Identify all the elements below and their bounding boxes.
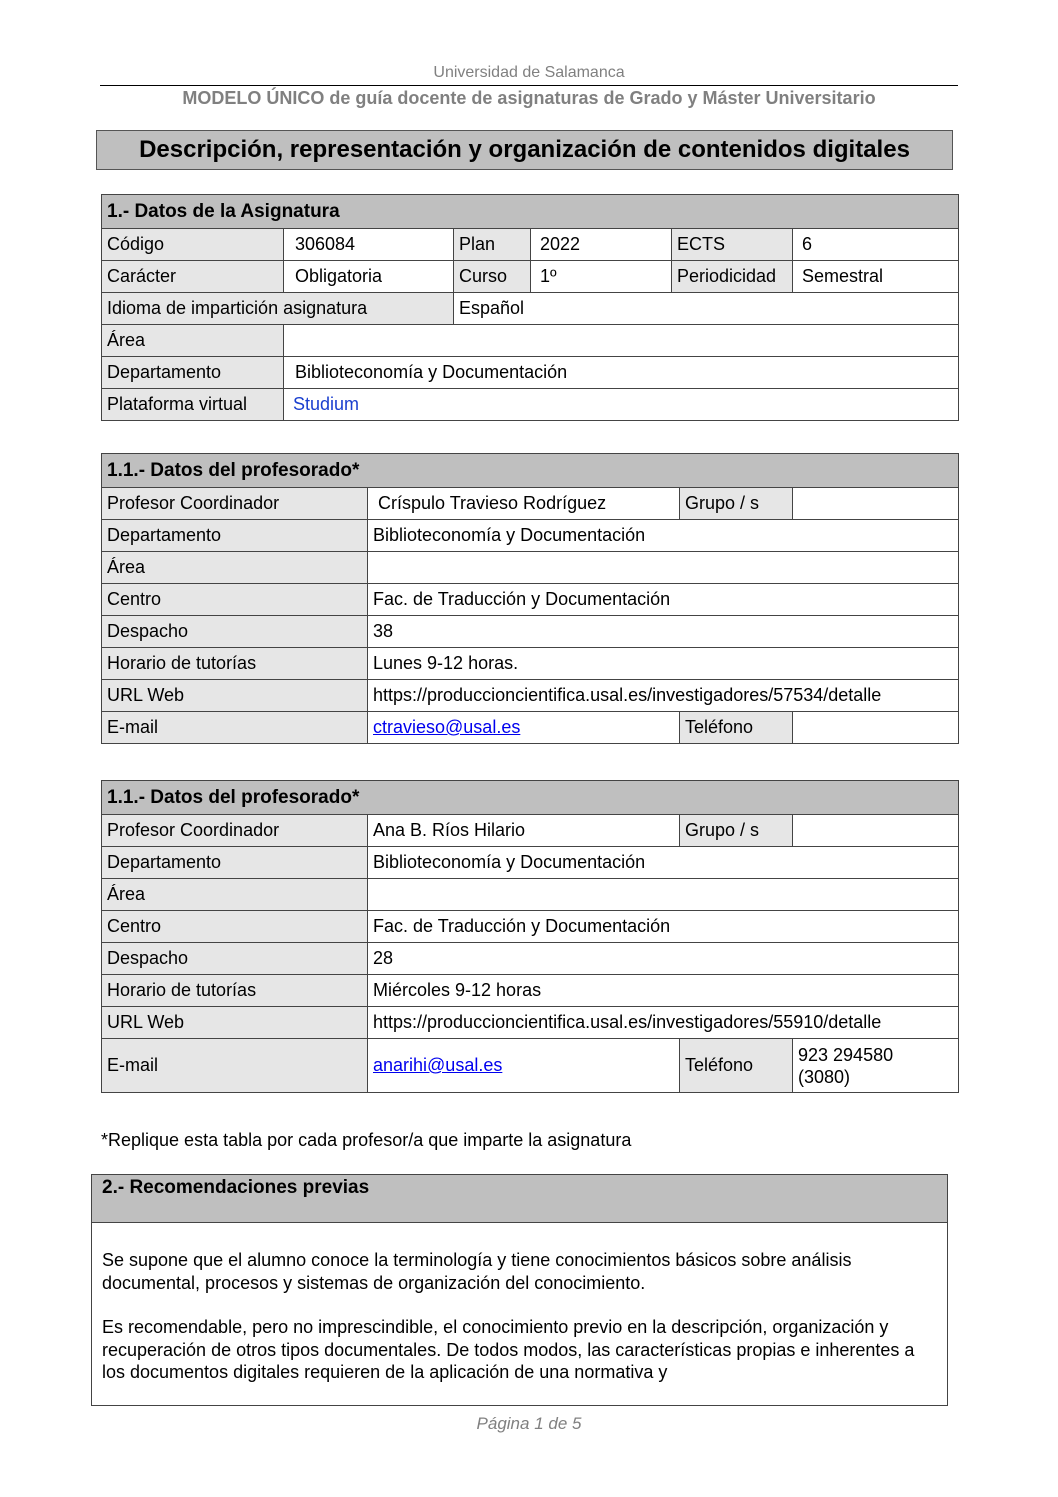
centro-label: Centro: [102, 584, 368, 616]
recommendations-body: [92, 1223, 947, 1384]
subject-data-table: [101, 194, 959, 421]
table-row: [102, 552, 959, 584]
table-row: [102, 357, 959, 389]
url-value: https://produccioncientifica.usal.es/investigadores/55910/detalle: [368, 1007, 959, 1039]
coordinador-label: Profesor Coordinador: [102, 488, 368, 520]
table-row: [102, 815, 959, 847]
telefono-label: Teléfono: [680, 712, 793, 744]
table-row: [102, 1039, 959, 1093]
recommendations-section: [91, 1174, 948, 1406]
course-title-text: Descripción, representación y organización de contenidos digitales: [139, 136, 910, 163]
departamento-label: Departamento: [102, 520, 368, 552]
curso-label: Curso: [454, 261, 531, 293]
subject-heading: 1.- Datos de la Asignatura: [102, 195, 959, 229]
table-row: [102, 975, 959, 1007]
telefono-line-2: (3080): [798, 1066, 851, 1087]
table-row: [102, 911, 959, 943]
professor-table-2: [101, 780, 959, 1093]
area-value: [368, 552, 959, 584]
periodicidad-label: Periodicidad: [672, 261, 793, 293]
table-row: [102, 712, 959, 744]
grupo-value: [793, 815, 959, 847]
grupo-value: [793, 488, 959, 520]
page-number: Página 1 de 5: [476, 1414, 582, 1433]
coordinador-value: Críspulo Travieso Rodríguez: [368, 488, 680, 520]
despacho-label: Despacho: [102, 943, 368, 975]
horario-label: Horario de tutorías: [102, 648, 368, 680]
idioma-label: Idioma de impartición asignatura: [102, 293, 454, 325]
curso-value: 1º: [531, 261, 672, 293]
periodicidad-value: Semestral: [793, 261, 959, 293]
table-row: [102, 229, 959, 261]
recommendations-heading: 2.- Recomendaciones previas: [92, 1175, 947, 1223]
professor-heading: 1.1.- Datos del profesorado*: [102, 454, 959, 488]
table-row: [102, 584, 959, 616]
table-row: [102, 261, 959, 293]
departamento-value: Biblioteconomía y Documentación: [368, 520, 959, 552]
replicate-note: *Replique esta tabla por cada profesor/a que imparte la asignatura: [101, 1130, 632, 1150]
url-value: https://produccioncientifica.usal.es/investigadores/57534/detalle: [368, 680, 959, 712]
departamento-value: Biblioteconomía y Documentación: [368, 847, 959, 879]
table-row: [102, 943, 959, 975]
despacho-value: 28: [368, 943, 959, 975]
recommendations-paragraph-2: Es recomendable, pero no imprescindible, el conocimiento previo en la descripción, organización y recuperación de otros tipos documentales. De todos modos, las características propias e inherentes a los documentos digitales requieren de la aplicación de una normativa y: [102, 1317, 915, 1382]
area-label: Área: [102, 879, 368, 911]
table-row: [102, 488, 959, 520]
table-row: [102, 1007, 959, 1039]
email-label: E-mail: [102, 712, 368, 744]
studium-link[interactable]: Studium: [293, 394, 360, 414]
centro-value: Fac. de Traducción y Documentación: [368, 911, 959, 943]
model-subtitle: MODELO ÚNICO de guía docente de asignaturas de Grado y Máster Universitario: [182, 88, 876, 108]
plataforma-label: Plataforma virtual: [102, 389, 284, 421]
table-row: [102, 648, 959, 680]
grupo-label: Grupo / s: [680, 815, 793, 847]
ects-label: ECTS: [672, 229, 793, 261]
horario-label: Horario de tutorías: [102, 975, 368, 1007]
professor-table-1: [101, 453, 959, 744]
university-name: Universidad de Salamanca: [433, 64, 625, 81]
codigo-label: Código: [102, 229, 284, 261]
table-row: [102, 293, 959, 325]
area-label: Área: [102, 325, 284, 357]
header-divider: [100, 85, 958, 86]
ects-value: 6: [793, 229, 959, 261]
area-value: [368, 879, 959, 911]
email-link[interactable]: ctravieso@usal.es: [373, 717, 521, 737]
table-row: [102, 325, 959, 357]
area-label: Área: [102, 552, 368, 584]
codigo-value: 306084: [284, 229, 454, 261]
coordinador-label: Profesor Coordinador: [102, 815, 368, 847]
caracter-label: Carácter: [102, 261, 284, 293]
telefono-value: [793, 1039, 959, 1093]
telefono-label: Teléfono: [680, 1039, 793, 1093]
telefono-line-1: 923 294580: [798, 1044, 894, 1065]
departamento-label: Departamento: [102, 847, 368, 879]
idioma-value: Español: [454, 293, 959, 325]
caracter-value: Obligatoria: [284, 261, 454, 293]
departamento-label: Departamento: [102, 357, 284, 389]
horario-value: Lunes 9-12 horas.: [368, 648, 959, 680]
table-row: [102, 680, 959, 712]
course-title: [96, 130, 953, 170]
despacho-value: 38: [368, 616, 959, 648]
grupo-label: Grupo / s: [680, 488, 793, 520]
table-row: [102, 389, 959, 421]
recommendations-paragraph-1: Se supone que el alumno conoce la terminología y tiene conocimientos básicos sobre análisis documental, procesos y sistemas de organización del conocimiento.: [102, 1250, 852, 1293]
table-row: [102, 616, 959, 648]
table-row: [102, 520, 959, 552]
url-label: URL Web: [102, 680, 368, 712]
email-link[interactable]: anarihi@usal.es: [373, 1055, 503, 1075]
url-label: URL Web: [102, 1007, 368, 1039]
departamento-value: Biblioteconomía y Documentación: [284, 357, 959, 389]
table-row: [102, 847, 959, 879]
telefono-value: [793, 712, 959, 744]
coordinador-value: Ana B. Ríos Hilario: [368, 815, 680, 847]
email-label: E-mail: [102, 1039, 368, 1093]
area-value: [284, 325, 959, 357]
professor-heading: 1.1.- Datos del profesorado*: [102, 781, 959, 815]
centro-label: Centro: [102, 911, 368, 943]
horario-value: Miércoles 9-12 horas: [368, 975, 959, 1007]
despacho-label: Despacho: [102, 616, 368, 648]
centro-value: Fac. de Traducción y Documentación: [368, 584, 959, 616]
table-row: [102, 879, 959, 911]
plan-label: Plan: [454, 229, 531, 261]
plan-value: 2022: [531, 229, 672, 261]
